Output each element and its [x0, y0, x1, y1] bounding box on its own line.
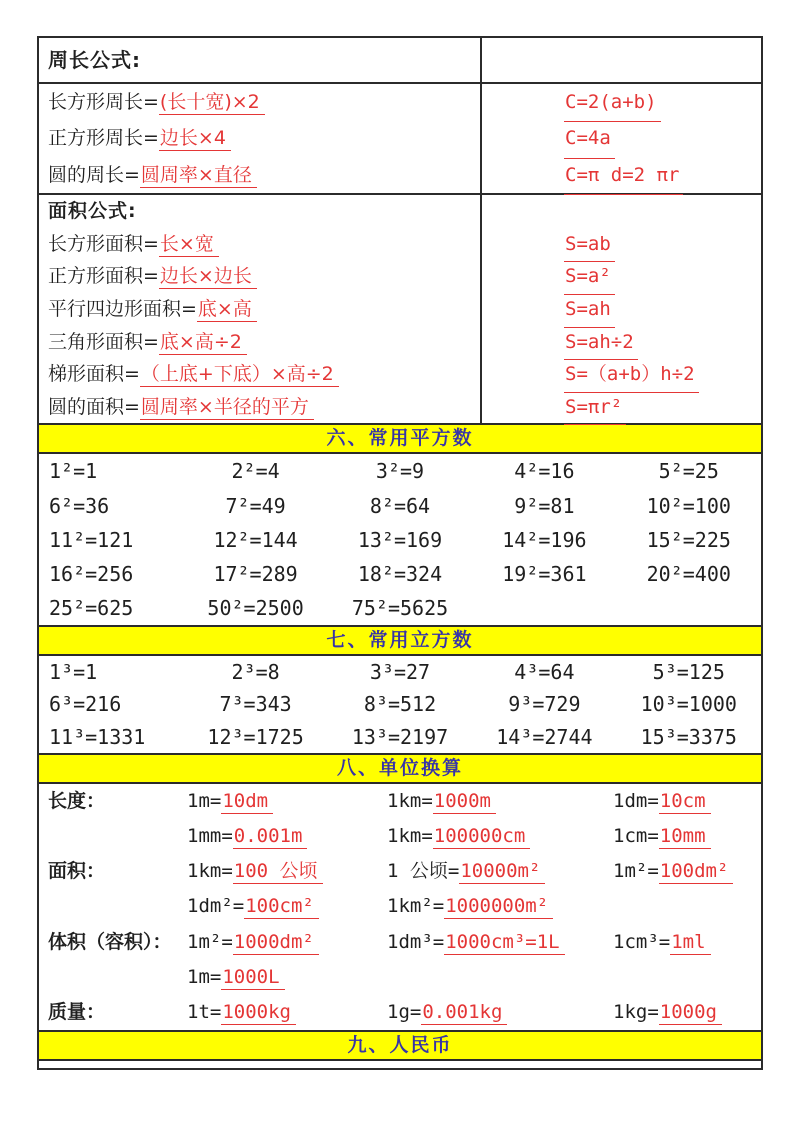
unit-conversion — [387, 889, 613, 924]
formula-row — [48, 326, 480, 359]
spacer-line — [564, 195, 761, 228]
section-header-squares: 六、常用平方数 — [39, 425, 761, 454]
unit-conversion — [387, 925, 613, 960]
formula-expression: S=ab — [564, 228, 615, 263]
units-row-label — [39, 889, 187, 924]
unit-lhs: 1mm= — [187, 825, 233, 848]
units-table — [39, 784, 761, 1032]
unit-conversion — [187, 995, 387, 1030]
squares-cell: 13²=169 — [357, 527, 443, 552]
cubes-cell: 12³=1725 — [207, 724, 304, 749]
squares-cell: 18²=324 — [357, 561, 443, 586]
formula-row — [48, 391, 480, 424]
squares-cell: 14²=196 — [502, 527, 587, 552]
squares-cell: 20²=400 — [646, 561, 731, 586]
squares-cell: 50²=2500 — [207, 596, 304, 621]
units-row-label: 质量： — [48, 1000, 106, 1023]
unit-conversion — [613, 925, 761, 960]
unit-rhs: 10cm — [659, 790, 711, 814]
formula-row — [48, 157, 480, 193]
formula-value: 长×宽 — [159, 233, 219, 257]
squares-cell: 11²=121 — [49, 527, 134, 552]
formula-value: 底×高÷2 — [159, 331, 247, 355]
area-right-column — [482, 195, 761, 423]
unit-lhs: 1m²= — [187, 930, 233, 953]
unit-lhs: 1kg= — [613, 1000, 659, 1023]
unit-rhs: 10dm — [221, 790, 273, 814]
cubes-cell: 4³=64 — [514, 660, 575, 685]
formula-value: 边长×4 — [159, 127, 231, 151]
unit-lhs: 1dm= — [613, 789, 659, 812]
squares-cell: 2²=4 — [231, 459, 280, 484]
unit-rhs: 10mm — [659, 825, 711, 849]
cubes-cell: 2³=8 — [231, 660, 280, 685]
squares-cell: 3²=9 — [375, 459, 425, 484]
unit-conversion — [187, 925, 387, 960]
unit-conversion — [187, 819, 387, 854]
squares-cell: 8²=64 — [369, 493, 431, 518]
unit-rhs: 0.001kg — [421, 1001, 507, 1025]
units-row-label: 长度： — [48, 789, 106, 812]
unit-lhs: 1m= — [187, 789, 222, 812]
squares-cell: 10²=100 — [646, 493, 731, 518]
cubes-cell: 14³=2744 — [496, 724, 593, 749]
unit-rhs: 1000dm² — [233, 931, 319, 955]
formula-expression: C=4a — [564, 120, 615, 158]
unit-lhs: 1dm²= — [187, 895, 245, 918]
section-header-rmb: 九、人民币 — [39, 1032, 761, 1061]
area-formulas-section — [39, 195, 761, 425]
perimeter-title-section — [39, 38, 761, 84]
formula-expression: C=2(a+b) — [564, 84, 661, 122]
unit-lhs: 1km= — [187, 860, 233, 883]
cubes-table — [39, 656, 761, 755]
squares-cell: 16²=256 — [49, 561, 134, 586]
unit-rhs: 1000kg — [221, 1001, 296, 1025]
unit-lhs: 1 公顷= — [387, 860, 460, 883]
unit-conversion — [387, 784, 613, 819]
unit-lhs: 1km= — [387, 789, 433, 812]
cubes-cell: 6³=216 — [49, 692, 122, 717]
unit-lhs: 1t= — [187, 1000, 222, 1023]
formula-value: 边长×边长 — [159, 265, 257, 289]
squares-cell: 9²=81 — [514, 493, 575, 518]
unit-conversion — [613, 784, 761, 819]
unit-lhs: 1dm³= — [387, 930, 445, 953]
formula-row — [48, 120, 480, 156]
formula-label: 长方形面积= — [48, 232, 159, 255]
unit-conversion — [187, 784, 387, 819]
perimeter-formulas-section — [39, 84, 761, 195]
unit-rhs: 100dm² — [659, 860, 734, 884]
cubes-cell: 3³=27 — [369, 660, 431, 685]
squares-table — [39, 454, 761, 627]
formula-label: 圆的周长= — [48, 163, 140, 186]
unit-rhs: 100cm² — [244, 895, 319, 919]
unit-conversion — [613, 995, 761, 1030]
formula-expression: S=（a+b）h÷2 — [564, 358, 699, 393]
squares-cell: 4²=16 — [514, 459, 575, 484]
unit-conversion — [387, 819, 613, 854]
unit-conversion — [187, 854, 387, 889]
formula-expression-row — [564, 157, 761, 193]
units-row-label: 体积（容积）： — [48, 930, 172, 953]
unit-lhs: 1m²= — [613, 860, 659, 883]
units-row-label — [39, 960, 187, 995]
formula-label: 正方形面积= — [48, 265, 159, 288]
formula-expression: S=πr² — [564, 391, 626, 426]
formula-expression-row — [564, 84, 761, 120]
formula-expression-row — [564, 260, 761, 293]
formula-label: 三角形面积= — [48, 330, 159, 353]
section-header-units: 八、单位换算 — [39, 755, 761, 784]
formula-row — [48, 84, 480, 120]
unit-lhs: 1g= — [387, 1000, 422, 1023]
squares-cell: 7²=49 — [225, 493, 286, 518]
cubes-cell: 5³=125 — [652, 660, 725, 685]
formula-sheet — [37, 36, 763, 1070]
unit-rhs: 100000cm — [433, 825, 531, 849]
squares-cell: 75²=5625 — [351, 596, 449, 621]
squares-cell — [472, 591, 616, 625]
units-row-label — [39, 819, 187, 854]
formula-value: 底×高 — [197, 298, 257, 322]
unit-rhs: 1000g — [659, 1001, 722, 1025]
squares-cell: 17²=289 — [213, 561, 298, 586]
unit-conversion-empty — [387, 960, 613, 995]
squares-cell: 19²=361 — [502, 561, 587, 586]
formula-value: （上底+下底）×高÷2 — [140, 363, 339, 387]
squares-cell — [617, 591, 761, 625]
section-header-cubes: 七、常用立方数 — [39, 627, 761, 656]
perimeter-title-cell — [39, 38, 482, 82]
cubes-cell: 9³=729 — [508, 692, 581, 717]
unit-lhs: 1km²= — [387, 895, 445, 918]
unit-conversion — [613, 854, 761, 889]
cubes-cell: 7³=343 — [219, 692, 292, 717]
formula-value: 圆周率×直径 — [140, 164, 257, 188]
unit-rhs: 1000m — [433, 790, 496, 814]
formula-value: 圆周率×半径的平方 — [140, 396, 314, 420]
formula-expression-row — [564, 228, 761, 261]
formula-row — [48, 228, 480, 261]
unit-conversion — [387, 995, 613, 1030]
unit-lhs: 1cm= — [613, 825, 659, 848]
unit-lhs: 1km= — [387, 825, 433, 848]
cubes-cell: 15³=3375 — [640, 724, 737, 749]
formula-label: 正方形周长= — [48, 127, 159, 150]
unit-lhs: 1cm³= — [613, 930, 671, 953]
squares-cell: 1²=1 — [49, 459, 98, 484]
formula-label: 圆的面积= — [48, 395, 140, 418]
squares-cell: 25²=625 — [49, 596, 134, 621]
unit-rhs: 1000cm³=1L — [444, 931, 564, 955]
unit-rhs: 10000m² — [459, 860, 545, 884]
perimeter-right-column — [482, 84, 761, 193]
squares-cell: 12²=144 — [213, 527, 298, 552]
formula-expression-row — [564, 120, 761, 156]
formula-row — [48, 293, 480, 326]
squares-cell: 5²=25 — [658, 459, 719, 484]
formula-label: 梯形面积= — [48, 363, 140, 386]
unit-lhs: 1m= — [187, 965, 222, 988]
unit-conversion-empty — [613, 889, 761, 924]
unit-rhs: 0.001m — [233, 825, 308, 849]
unit-conversion — [613, 819, 761, 854]
cubes-cell: 1³=1 — [49, 660, 98, 685]
unit-conversion — [187, 960, 387, 995]
squares-cell: 6²=36 — [49, 493, 110, 518]
unit-conversion-empty — [613, 960, 761, 995]
formula-label: 长方形周长= — [48, 91, 159, 113]
unit-rhs: 100 公顷 — [233, 860, 323, 884]
area-title: 面积公式: — [48, 200, 137, 223]
perimeter-title: 周长公式: — [48, 48, 141, 72]
unit-conversion — [187, 889, 387, 924]
formula-value: (长十宽)×2 — [159, 91, 265, 115]
formula-expression: C=π d=2 πr — [564, 157, 683, 195]
formula-row — [48, 358, 480, 391]
formula-expression-row — [564, 293, 761, 326]
unit-rhs: 1000000m² — [444, 895, 553, 919]
cubes-cell: 13³=2197 — [351, 724, 449, 749]
formula-expression: S=ah — [564, 293, 615, 328]
bottom-spacer — [39, 1061, 761, 1068]
cubes-cell: 11³=1331 — [49, 724, 146, 749]
formula-expression-row — [564, 391, 761, 424]
perimeter-left-column — [39, 84, 482, 193]
formula-expression-row — [564, 326, 761, 359]
formula-expression: S=ah÷2 — [564, 326, 638, 361]
formula-row — [48, 260, 480, 293]
formula-expression: S=a² — [564, 260, 615, 295]
formula-label: 平行四边形面积= — [48, 297, 197, 320]
unit-conversion — [387, 854, 613, 889]
formula-expression-row — [564, 358, 761, 391]
unit-rhs: 1000L — [221, 966, 284, 990]
cubes-cell: 10³=1000 — [640, 692, 737, 717]
squares-cell: 15²=225 — [646, 527, 731, 552]
cubes-cell: 8³=512 — [363, 692, 437, 717]
perimeter-title-empty-cell — [482, 38, 761, 82]
unit-rhs: 1ml — [670, 931, 710, 955]
units-row-label: 面积： — [48, 860, 106, 883]
area-left-column — [39, 195, 482, 423]
